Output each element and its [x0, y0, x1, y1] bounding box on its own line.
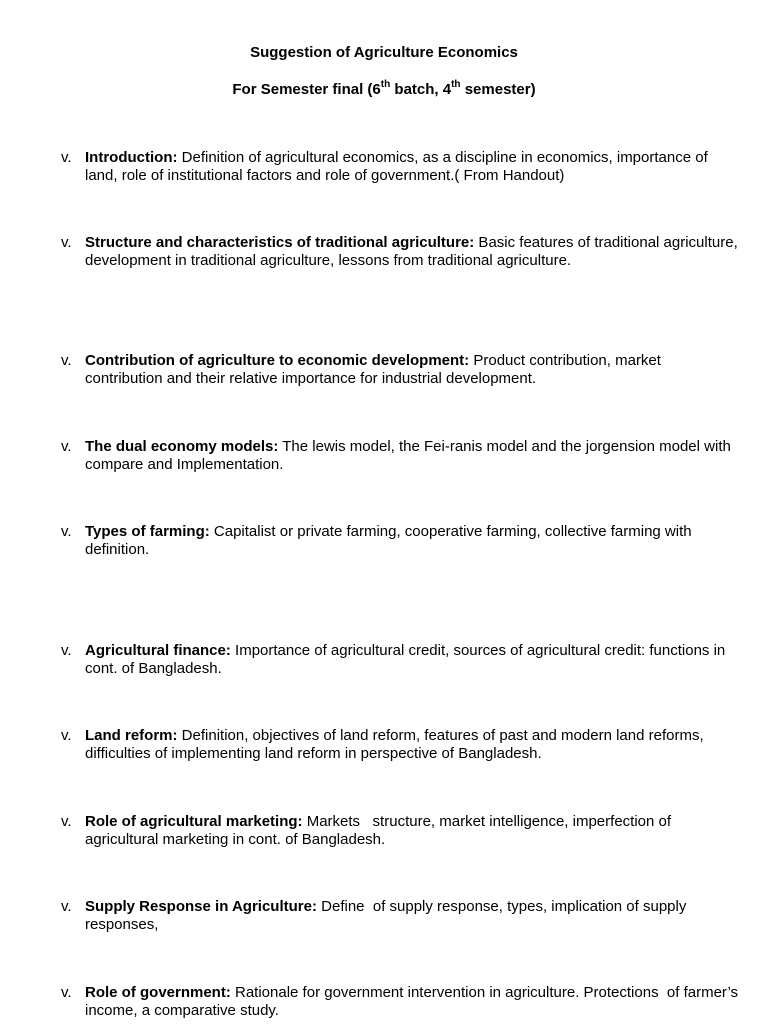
list-marker: v. — [61, 234, 72, 251]
subtitle-middle: batch, 4 — [390, 81, 452, 98]
list-item — [61, 813, 741, 849]
subtitle-superscript-2: th — [451, 79, 461, 90]
item-text: Define of supply response, types, implication of supply responses, — [85, 898, 691, 933]
list-item — [61, 898, 741, 934]
list-item — [61, 234, 741, 270]
list-marker: v. — [61, 642, 72, 659]
list-marker: v. — [61, 813, 72, 830]
item-text: Markets structure, market intelligence, imperfection of agricultural marketing in cont. of Bangladesh. — [85, 813, 676, 848]
item-label: Role of government: — [85, 984, 231, 1001]
list-item — [61, 727, 741, 763]
list-item — [61, 642, 741, 678]
subtitle-prefix: For Semester final (6 — [232, 81, 381, 98]
item-label: Role of agricultural marketing: — [85, 813, 303, 830]
list-marker: v. — [61, 898, 72, 915]
item-label: Supply Response in Agriculture: — [85, 898, 317, 915]
subtitle-suffix: semester) — [460, 81, 536, 98]
subtitle-superscript-1: th — [380, 79, 391, 90]
item-text: Capitalist or private farming, cooperative farming, collective farming with definition. — [85, 523, 692, 558]
list-item — [61, 523, 741, 559]
list-marker: v. — [61, 352, 72, 369]
item-label: Land reform: — [85, 727, 178, 744]
list-item — [61, 984, 741, 1020]
item-label: The dual economy models: — [85, 438, 279, 455]
item-label: Types of farming: — [85, 523, 210, 540]
item-label: Structure and characteristics of traditional agriculture: — [85, 234, 475, 251]
document-title: Suggestion of Agriculture Economics — [250, 44, 518, 61]
list-marker: v. — [61, 984, 72, 1001]
list-marker: v. — [61, 523, 72, 540]
item-text: Definition of agricultural economics, as a discipline in economics, importance of land, role of institutional factors and role of government.( From Handout) — [85, 149, 708, 184]
item-label: Contribution of agriculture to economic development: — [85, 352, 470, 369]
list-marker: v. — [61, 149, 72, 166]
item-text: Product contribution, market contribution and their relative importance for industrial development. — [85, 352, 661, 387]
item-text: Definition, objectives of land reform, features of past and modern land reforms, difficulties of implementing land reform in perspective of Bangladesh. — [85, 727, 704, 762]
list-item — [61, 438, 741, 474]
document-subtitle — [0, 81, 768, 99]
item-label: Agricultural finance: — [85, 642, 231, 659]
item-label: Introduction: — [85, 149, 178, 166]
item-text: Rationale for government intervention in agriculture. Protections of farmer’s income, a comparative study. — [85, 984, 743, 1019]
item-text: Basic features of traditional agriculture, development in traditional agriculture, lessons from traditional agriculture. — [85, 234, 738, 269]
item-text: Importance of agricultural credit, sources of agricultural credit: functions in cont. of Bangladesh. — [85, 642, 726, 677]
list-marker: v. — [61, 438, 72, 455]
list-item — [61, 352, 741, 388]
item-text: The lewis model, the Fei-ranis model and the jorgension model with compare and Implementation. — [85, 438, 731, 473]
list-marker: v. — [61, 727, 72, 744]
list-item — [61, 149, 741, 185]
